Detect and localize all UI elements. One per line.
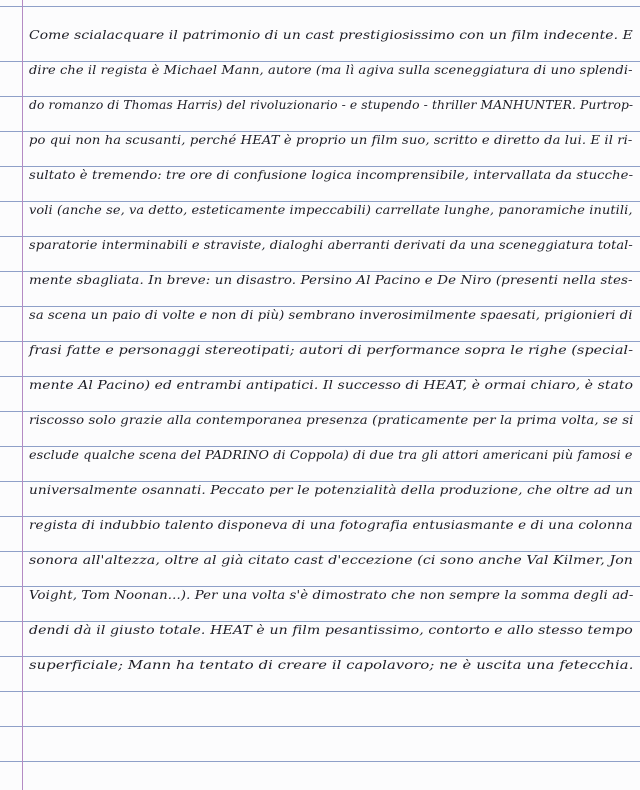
text-line: regista di indubbio talento disponeva di una fotografia entusiasmante e di una colonna bbox=[29, 517, 633, 532]
margin-line bbox=[22, 0, 23, 790]
text-line: dendi dà il giusto totale. HEAT è un film pesantissimo, contorto e allo stesso tempo bbox=[29, 622, 633, 637]
text-line: dire che il regista è Michael Mann, autore (ma lì agiva sulla sceneggiatura di uno splendi- bbox=[29, 62, 633, 77]
text-line: sparatorie interminabili e straviste, dialoghi aberranti derivati da una sceneggiatura total- bbox=[29, 237, 633, 252]
text-line: po qui non ha scusanti, perché HEAT è proprio un film suo, scritto e diretto da lui. E il ri- bbox=[29, 132, 633, 147]
text-line: sonora all'altezza, oltre al già citato cast d'eccezione (ci sono anche Val Kilmer, Jon bbox=[29, 552, 634, 567]
text-line: superficiale; Mann ha tentato di creare il capolavoro; ne è uscita una fetecchia. bbox=[29, 657, 634, 672]
text-line: voli (anche se, va detto, esteticamente impeccabili) carrellate lunghe, panoramiche inutili, bbox=[29, 202, 633, 217]
text-line: esclude qualche scena del PADRINO di Coppola) di due tra gli attori americani più famosi e bbox=[29, 447, 633, 462]
text-line: sa scena un paio di volte e non di più) sembrano inverosimilmente spaesati, prigionieri di bbox=[29, 307, 633, 322]
text-line: mente sbagliata. In breve: un disastro. Persino Al Pacino e De Niro (presenti nella stes- bbox=[29, 272, 633, 287]
text-line: universalmente osannati. Peccato per le potenzialità della produzione, che oltre ad un bbox=[29, 482, 633, 497]
text-line: do romanzo di Thomas Harris) del rivoluzionario - e stupendo - thriller MANHUNTER. Purtrop- bbox=[29, 97, 634, 112]
text-line: Come scialacquare il patrimonio di un cast prestigiosissimo con un film indecente. E bbox=[29, 27, 633, 42]
text-line: Voight, Tom Noonan...). Per una volta s'è dimostrato che non sempre la somma degli ad- bbox=[29, 587, 634, 602]
text-line: riscosso solo grazie alla contemporanea presenza (praticamente per la prima volta, se si bbox=[29, 412, 634, 427]
text-line: mente Al Pacino) ed entrambi antipatici. Il successo di HEAT, è ormai chiaro, è stato bbox=[29, 377, 634, 392]
text-line: sultato è tremendo: tre ore di confusione logica incomprensibile, intervallata da stucche- bbox=[29, 167, 634, 182]
text-line: frasi fatte e personaggi stereotipati; autori di performance sopra le righe (special- bbox=[29, 342, 634, 357]
